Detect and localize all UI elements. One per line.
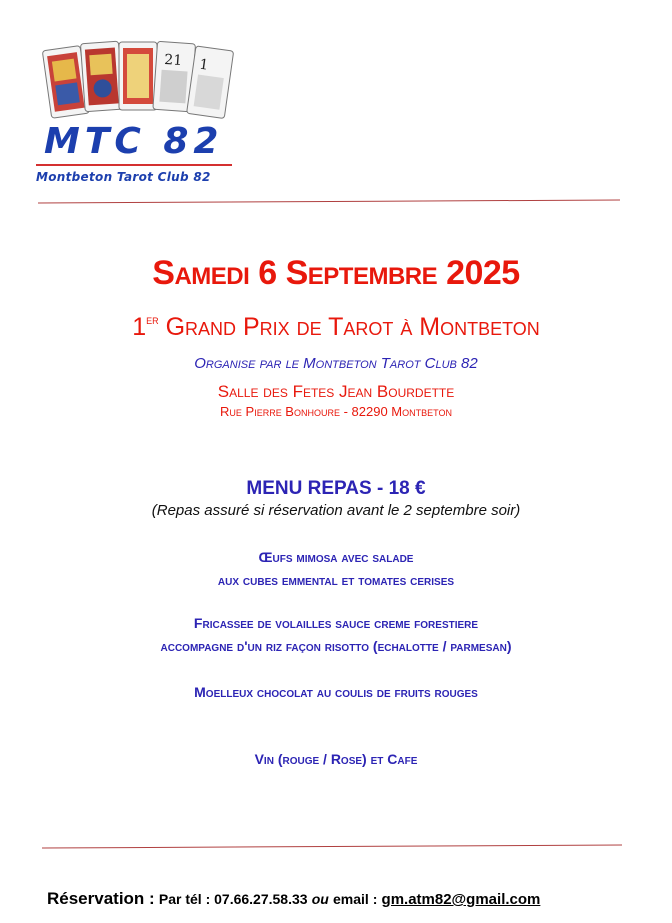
logo-underline bbox=[36, 164, 232, 166]
menu-note: (Repas assuré si réservation avant le 2 septembre soir) bbox=[151, 502, 521, 519]
starter-line-2: aux cubes emmental et tomates cerises bbox=[217, 572, 455, 588]
tarot-cards-image bbox=[37, 28, 237, 128]
reservation-label: Réservation : bbox=[47, 889, 155, 908]
menu-title: MENU REPAS - 18 € bbox=[246, 478, 426, 499]
grand-prix-title bbox=[0, 313, 672, 342]
event-date: Samedi 6 Septembre 2025 bbox=[152, 254, 520, 292]
email-link[interactable]: gm.atm82@gmail.com bbox=[381, 891, 541, 908]
top-divider bbox=[38, 199, 620, 203]
venue-name: Salle des Fetes Jean Bourdette bbox=[217, 382, 455, 401]
main-course-line-2: accompagne d'un riz façon risotto (echalotte / parmesan) bbox=[160, 638, 512, 654]
or-text: ou bbox=[311, 891, 329, 907]
reservation-info bbox=[47, 889, 540, 909]
main-course-line-1: Fricassee de volailles sauce creme forestiere bbox=[193, 615, 479, 631]
venue-address: Rue Pierre Bonhoure - 82290 Montbeton bbox=[220, 404, 452, 419]
grand-prix-ordinal: er bbox=[146, 311, 159, 327]
drinks: Vin (rouge / Rose) et Cafe bbox=[254, 751, 418, 767]
dessert: Moelleux chocolat au coulis de fruits rouges bbox=[194, 684, 478, 700]
club-logo bbox=[32, 28, 242, 193]
bottom-divider bbox=[42, 844, 622, 848]
email-label: email : bbox=[333, 891, 378, 907]
starter-line-1: Œufs mimosa avec salade bbox=[258, 549, 414, 565]
svg-text:1: 1 bbox=[198, 56, 210, 74]
phone-text: Par tél : 07.66.27.58.33 bbox=[158, 891, 308, 907]
grand-prix-number: 1 bbox=[132, 313, 147, 341]
logo-subtitle: Montbeton Tarot Club 82 bbox=[36, 170, 211, 184]
starter bbox=[0, 546, 672, 592]
svg-text:21: 21 bbox=[163, 51, 183, 70]
organiser: Organise par le Montbeton Tarot Club 82 bbox=[194, 355, 478, 372]
main-course bbox=[0, 612, 672, 658]
logo-title: MTC 82 bbox=[44, 121, 224, 162]
grand-prix-name: Grand Prix de Tarot à Montbeton bbox=[165, 313, 540, 341]
